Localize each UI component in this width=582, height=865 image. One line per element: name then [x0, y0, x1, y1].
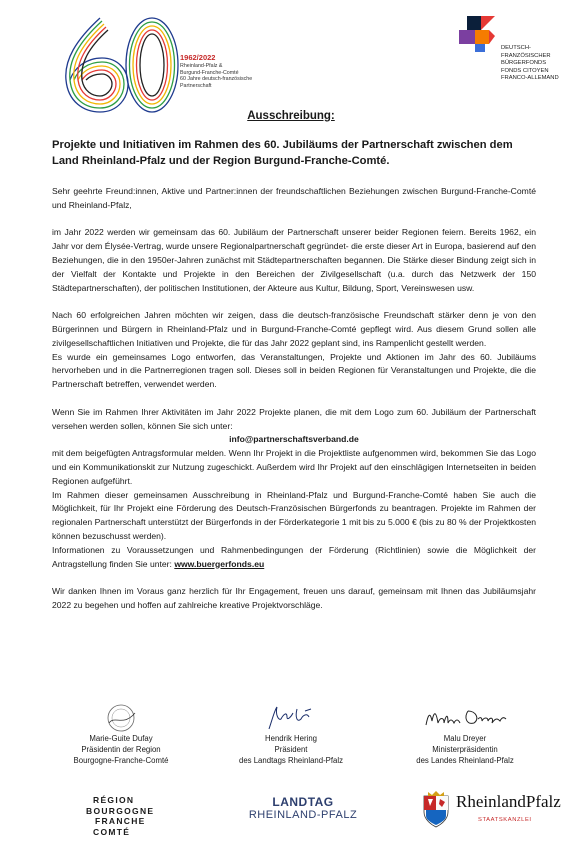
contact-email-link[interactable]: info@partnerschaftsverband.de [229, 434, 359, 445]
logo-caption-line: 60 Jahre deutsch-französische [180, 76, 253, 83]
signatory-name: Hendrik Hering [264, 734, 317, 743]
seal-stamp-icon [101, 703, 141, 733]
salutation: Sehr geehrte Freund:innen, Aktive und Partner:innen der freundschaftlichen Beziehungen zwischen Burgund-Franche-Comté und Rheinland-Pfalz, [52, 186, 536, 210]
page-subheading: Projekte und Initiativen im Rahmen des 60. Jubiläums der Partnerschaft zwischen dem Land Rheinland-Pfalz und der Region Burgund-Franche-Comté. [52, 139, 513, 167]
buergerfonds-line: DEUTSCH- [501, 45, 531, 51]
region-logo-line: FRANCHE [95, 816, 146, 826]
paragraph-logo: Es wurde ein gemeinsames Logo entworfen, das Veranstaltungen, Projekte und Aktionen im Jahr des 60. Jubiläums hervorheben und in die Partnerregionen tragen soll. Dieses soll in beiden Regionen für Veranstaltungen und Projekte, die die Partnerschaft betreffen, verwendet werden. [52, 351, 536, 390]
signatory-organization: des Landtags Rheinland-Pfalz [238, 756, 344, 765]
landtag-logo-line2: RHEINLAND-PFALZ [248, 809, 358, 821]
paragraph-application: mit dem beigefügten Antragsformular melden. Wenn Ihr Projekt in die Projektliste aufgenommen wird, bekommen Sie das Logo und ein Kommunikationskit zur Nutzung zugeschickt. Außerdem wird Ihr Projekt auf den einschlägigen Internetseiten in beiden Regionen aufgeführt. [52, 448, 536, 486]
landtag-logo [238, 795, 368, 821]
landtag-logo-line1: LANDTAG [272, 795, 334, 809]
signature-block-dreyer [380, 703, 550, 766]
buergerfonds-text [501, 45, 581, 83]
signatory-name: Marie-Guite Dufay [89, 734, 153, 743]
coat-of-arms-icon [420, 790, 452, 828]
handwritten-signature-hering [261, 703, 321, 733]
signature-block-dufay [36, 703, 206, 766]
sixty-rainbow-icon [56, 10, 186, 120]
paragraph-funding: Im Rahmen dieser gemeinsamen Ausschreibung in Rheinland-Pfalz und Burgund-Franche-Comté haben Sie auch die Möglichkeit, für Ihr Projekt eine Förderung des Deutsch-Französischen Bürgerfonds zu beantragen. Projekte im Rahmen der regionalen Partnerschaft unterstützt der Bürgerfonds in der Förderkategorie 1 mit bis zu 5.000 € (bis zu 80 % der Projektkosten können bezuschusst werden). [52, 489, 536, 541]
page-heading: Ausschreibung: [247, 110, 335, 122]
signatory-organization: des Landes Rheinland-Pfalz [416, 756, 514, 765]
region-bfc-logo [86, 795, 155, 837]
sixty-years-logo [56, 10, 291, 120]
buergerfonds-website-link[interactable]: www.buergerfonds.eu [174, 558, 265, 569]
signatory-title: Präsidentin der Region [81, 745, 161, 754]
paragraph-anniversary: im Jahr 2022 werden wir gemeinsam das 60. Jubiläum der Partnerschaft unserer beider Regionen feiern. Bereits 1962, ein Jahr vor dem Élysée-Vertrag, wurde unsere Regionalpartnerschaft gegründet- die erste dieser Art in Europa, basierend auf den Beziehungen, die in den 1950er-Jahren zunächst mit Städtepartnerschaften begannen. Die Stärke dieser Bindung zeigt sich in der Vielfalt der Kontakte und Projekte in den Bereichen der Zivilgesellschaft (u.a. durch das Netzwerk der 150 Städtepartnerschaften), der politischen Institutionen, der Akteure aus Kultur, Bildung, Sport, Vereinswesen usw. [52, 227, 536, 293]
handwritten-signature-dreyer [420, 703, 510, 733]
buergerfonds-line: BÜRGERFONDS [501, 60, 547, 67]
letter-body [52, 185, 536, 613]
region-logo-line: BOURGOGNE [86, 805, 155, 816]
rlp-staatskanzlei-logo [420, 790, 580, 830]
region-logo-line: RÉGION [93, 795, 135, 805]
logo-year-range: 1962/2022 [180, 53, 216, 62]
buergerfonds-line: FRANCO-ALLEMAND [501, 75, 559, 82]
signatory-name: Malu Dreyer [443, 734, 487, 743]
buergerfonds-line: FRANZÖSISCHER [501, 52, 551, 59]
signatory-title: Ministerpräsidentin [432, 745, 498, 754]
region-logo-line: COMTÉ [93, 826, 131, 837]
signature-block-hering [206, 703, 376, 766]
paragraph-contact: Wenn Sie im Rahmen Ihrer Aktivitäten im Jahr 2022 Projekte planen, die mit dem Logo zum 60. Jubiläum der Partnerschaft versehen werden sollen, können Sie sich unter: [52, 406, 536, 431]
signatory-organization: Bourgogne-Franche-Comté [73, 756, 169, 765]
rlp-logo-subtitle: STAATSKANZLEI [478, 817, 532, 823]
paragraph-guidelines [52, 544, 536, 572]
buergerfonds-mark-icon [455, 12, 505, 62]
signatory-title: Präsident [274, 745, 308, 754]
logo-caption [180, 63, 290, 89]
paragraph-friendship: Nach 60 erfolgreichen Jahren möchten wir zeigen, dass die deutsch-französische Freundschaft stärker denn je von den Bürgerinnen und Bürgern in Rheinland-Pfalz und in Burgund-Franche-Comté gepflegt wird. Aus diesem Grund sollen alle zivilgesellschaftlichen Initiativen und Projekte, die für das Jahr 2022 geplant sind, ins Rampenlicht gestellt werden. [52, 310, 536, 348]
guidelines-text: Informationen zu Voraussetzungen und Rahmenbedingungen der Förderung (Richtlinien) sowie die Möglichkeit der Antragstellung finden Sie unter: [52, 544, 536, 569]
logo-caption-line: Partnerschaft [180, 82, 212, 89]
paragraph-thanks: Wir danken Ihnen im Voraus ganz herzlich für Ihr Engagement, freuen uns darauf, gemeinsam mit Ihnen das Jubiläumsjahr 2022 zu begehen und hoffen auf zahlreiche kreative Projektvorschläge. [52, 586, 536, 610]
logo-caption-line: Rheinland-Pfalz & [180, 63, 223, 69]
logo-caption-line: Burgund-Franche-Comté [180, 69, 239, 76]
rlp-logo-name: RheinlandPfalz [456, 792, 561, 811]
buergerfonds-line: FONDS CITOYEN [501, 67, 549, 74]
buergerfonds-logo [455, 12, 575, 112]
